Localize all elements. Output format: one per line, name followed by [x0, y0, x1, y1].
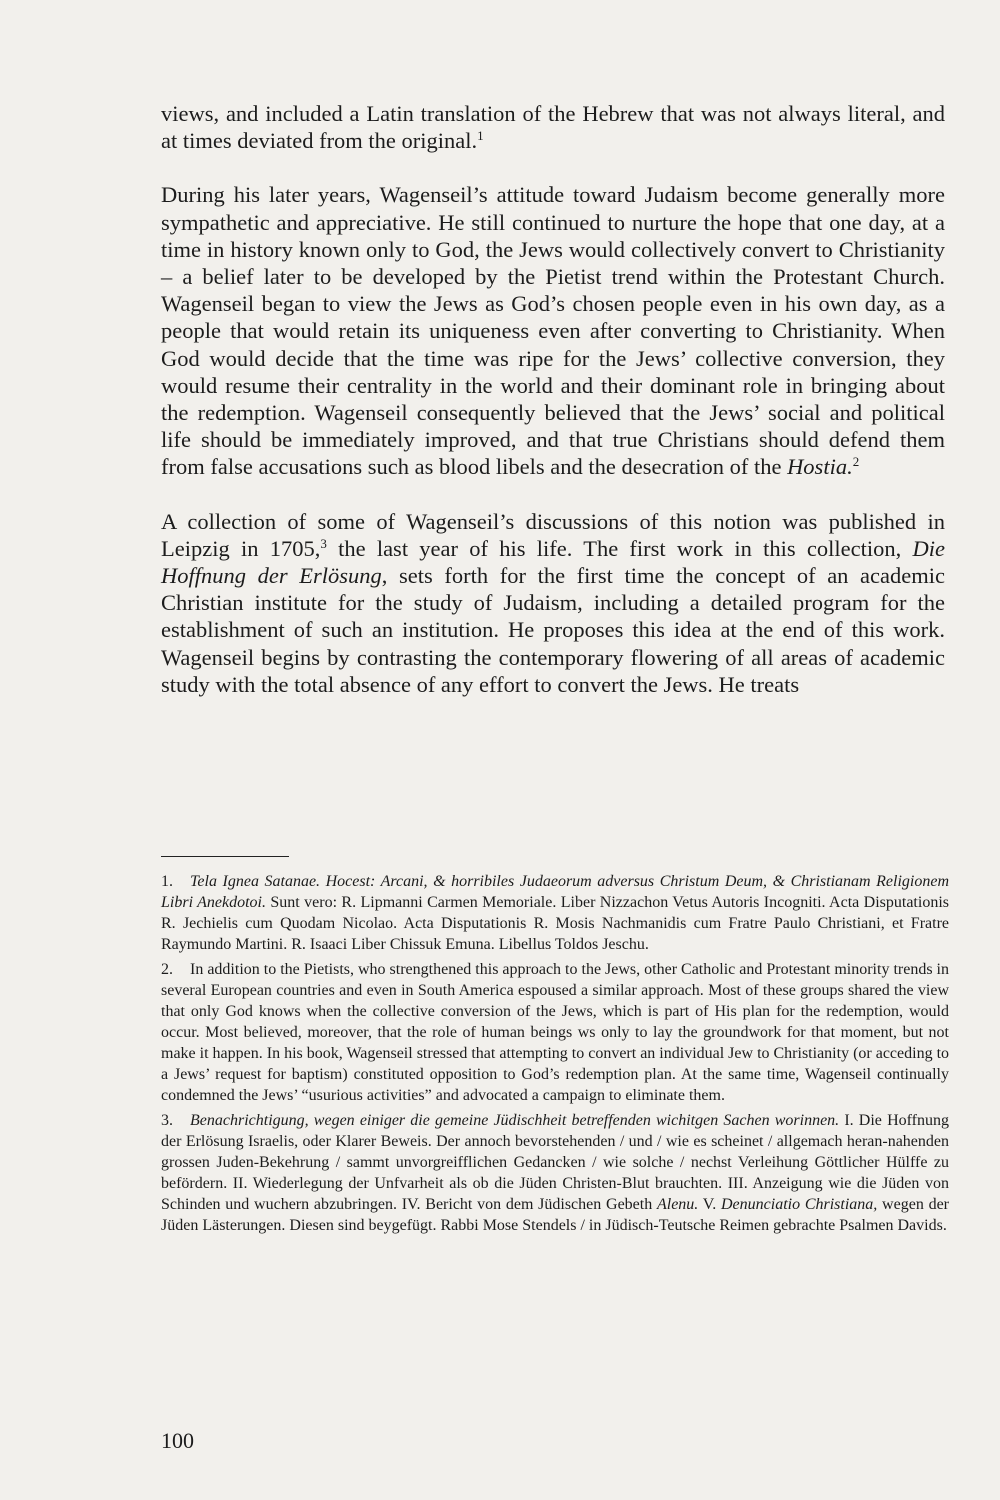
footnote-number: 2.	[161, 961, 173, 978]
footnote-ref-2: 2	[852, 454, 860, 470]
footnote-ref-1: 1	[477, 128, 484, 144]
paragraph-3: A collection of some of Wagenseil’s discussions of this notion was published in Leipzig in 1705,$^3$ the last year of his life. The first work in this collection, Die Hoffnung der Erlösung, sets forth for the first time the concept of an academic Christian institute for the study of Judaism, including a detailed program for the establishment of such an institution. He proposes this idea at the end of this work. Wagenseil begins by contrasting the contemporary flowering of all areas of academic study with the total absence of any effort to convert the Jews. He treats	[161, 508, 945, 697]
footnote-divider	[161, 856, 289, 857]
main-text	[161, 100, 945, 725]
paragraph-2: During his later years, Wagenseil’s attitude toward Judaism become generally more sympathetic and appreciative. He still continued to nurture the hope that one day, at a time in history known only to God, the Jews would collectively convert to Christianity – a belief later to be developed by the Pietist trend within the Protestant Church. Wagenseil began to view the Jews as God’s chosen people even in his own day, as a people that would retain its uniqueness even after converting to Christianity. When God would decide that the time was ripe for the Jews’ collective conversion, they would resume their centrality in the world and their dominant role in bringing about the redemption. Wagenseil consequently believed that the Jews’ social and political life should be immediately improved, and that true Christians should defend them from false accusations such as blood libels and the desecration of the Hostia.$^2$	[161, 182, 945, 480]
footnote-3: 3. Benachrichtigung, wegen einiger die gemeine Jüdischheit betreffenden wichitgen Sachen worinnen. I. Die Hoffnung der Erlösung Israelis, oder Klarer Beweis. Der annoch bevorstehenden / und / wie es scheinet / allgemach heran-nahenden grossen Juden-Bekehrung / sammt unvorgreifflichen Gedancken / wie solche / nechst Verleihung Göttlicher Hülffe zu befördern. II. Wiederlegung der Unfvarheit als ob die Jüden Christen-Blut brauchten. III. Anzeigung wie die Jüden von Schinden und wuchern abzubringen. IV. Bericht von dem Jüdischen Gebeth Alenu. V. Denunciatio Christiana, wegen der Jüden Lästerungen. Diesen sind beygefügt. Rabbi Mose Stendels / in Jüdisch-Teutsche Reimen gebrachte Psalmen Davids.	[161, 1112, 949, 1234]
footnote-1: 1. Tela Ignea Satanae. Hocest: Arcani, & horribiles Judaeorum adversus Christum Deum, & Christianam Religionem Libri Anekdotoi. Sunt vero: R. Lipmanni Carmen Memoriale. Liber Nizzachon Vetus Autoris Incogniti. Acta Disputationis R. Jechielis cum Quodam Nicolao. Acta Disputationis R. Mosis Nachmanidis cum Fratre Paulo Christiani, et Fratre Raymundo Martini. R. Isaaci Liber Chissuk Emuna. Libellus Toldos Jeschu.	[161, 873, 949, 953]
hostia-italic: Hostia.	[787, 454, 853, 480]
work-title-italic: Die Hoffnung der Erlösung	[161, 535, 945, 589]
footnote-2: 2. In addition to the Pietists, who strengthened this approach to the Jews, other Catholic and Protestant minority trends in several European countries and even in South America espoused a similar approach. Most of these groups shared the view that only God knows when the collective conversion of the Jews, which is part of His plan for the redemption, would occur. Most believed, moreover, that the role of human beings ws only to lay the groundwork for that moment, but not make it happen. In his book, Wagenseil stressed that attempting to convert an individual Jew to Christianity (or acceding to a Jews’ request for baptism) constituted opposition to God’s redemption plan. At the same time, Wagenseil continually condemned the Jews’ “usurious activities” and advocated a campaign to eliminate them.	[161, 961, 950, 1104]
page-number: 100	[161, 1428, 194, 1453]
paragraph-1: views, and included a Latin translation of the Hebrew that was not always literal, and at times deviated from the original.$^1$	[161, 101, 945, 154]
footnote-number: 1.	[161, 873, 173, 890]
footnote-number: 3.	[161, 1112, 173, 1129]
footnotes	[161, 871, 949, 1240]
footnote-ref-3: 3	[320, 535, 327, 551]
